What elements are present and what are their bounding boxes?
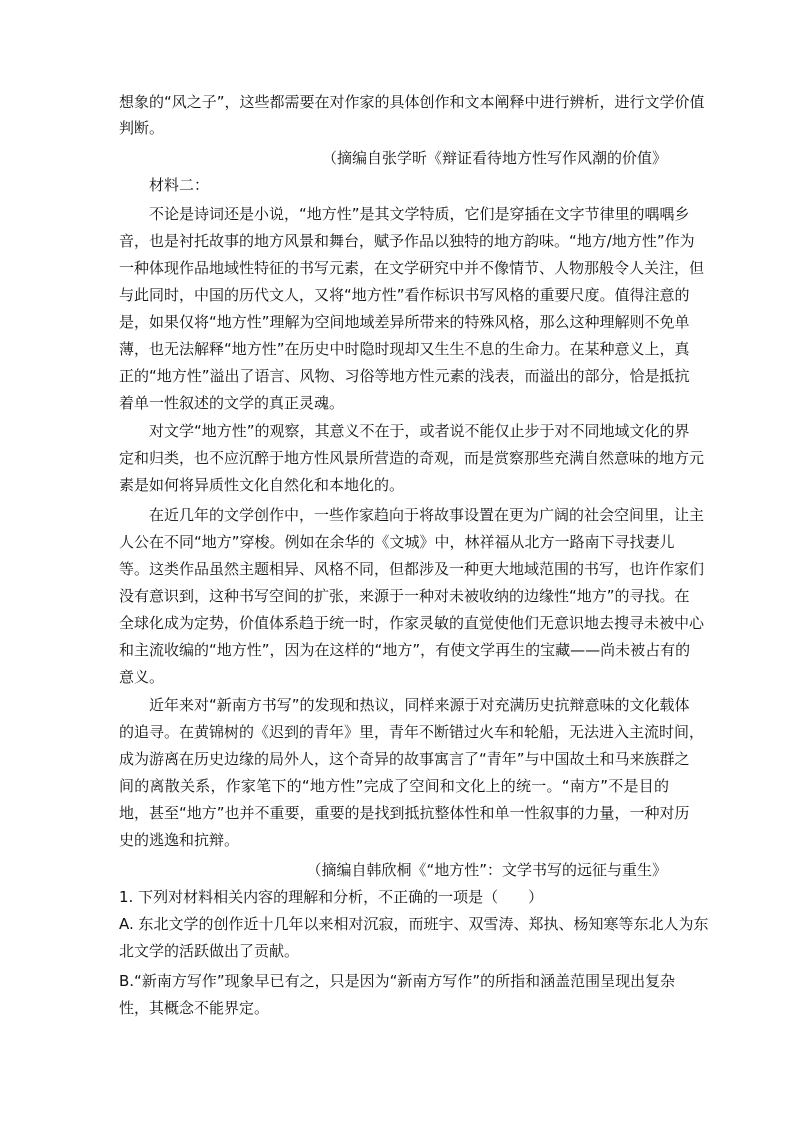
text-line: 意义。: [119, 668, 165, 686]
question-stem: 1. 下列对材料相关内容的理解和分析，不正确的一项是（ ）: [119, 888, 544, 906]
section-heading: 材料二：: [149, 176, 210, 194]
text-line: 薄，也无法解释“地方性”在历史中时隐时现却又生生不息的生命力。在某种意义上，真: [119, 340, 690, 358]
option-a-line: 北文学的活跃做出了贡献。: [119, 942, 300, 960]
text-line: 与此同时，中国的历代文人，又将“地方性”看作标识书写风格的重要尺度。值得注意的: [119, 286, 690, 304]
text-line: 一种体现作品地域性特征的书写元素，在文学研究中并不像情节、人物那般令人关注，但: [119, 259, 705, 277]
text-line: 想象的“风之子”，这些都需要在对作家的具体创作和文本阐释中进行辨析，进行文学价值: [119, 93, 705, 111]
text-line: 对文学“地方性”的观察，其意义不在于，或者说不能仅止步于对不同地域文化的界: [149, 422, 690, 440]
text-line: 史的逃逸和抗辩。: [119, 831, 240, 849]
text-line: 没有意识到，这种书写空间的扩张，来源于一种对未被收纳的边缘性“地方”的寻找。在: [119, 587, 690, 605]
text-line: 判断。: [119, 119, 165, 137]
text-line: 不论是诗词还是小说，“地方性”是其文学特质，它们是穿插在文字节律里的喁喁乡: [149, 205, 690, 223]
text-line: 正的“地方性”溢出了语言、风物、习俗等地方性元素的浅表，而溢出的部分，恰是抵抗: [119, 367, 690, 385]
text-line: 人公在不同“地方”穿梭。例如在余华的《文城》中，林祥福从北方一路南下寻找妻儿: [119, 533, 675, 551]
text-line: 全球化成为定势，价值体系趋于统一时，作家灵敏的直觉使他们无意识地去搜寻未被中心: [119, 614, 705, 632]
option-b-line: 性，其概念不能界定。: [119, 999, 270, 1017]
text-line: 和主流收编的“地方性”，因为在这样的“地方”，有使文学再生的宝藏——尚未被占有的: [119, 641, 691, 659]
text-line: 间的离散关系，作家笔下的“地方性”完成了空间和文化上的统一。“南方”不是目的: [119, 777, 669, 795]
text-line: 定和归类，也不应沉醉于地方性风景所营造的奇观，而是赏察那些充满自然意味的地方元: [119, 449, 705, 467]
option-b-line: B.“新南方写作”现象早已有之，只是因为“新南方写作”的所指和涵盖范围呈现出复杂: [119, 972, 676, 990]
text-line: 的追寻。在黄锦树的《迟到的青年》里，青年不断错过火车和轮船，无法进入主流时间，: [119, 723, 705, 741]
text-line: 音，也是衬托故事的地方风景和舞台，赋予作品以独特的地方韵味。“地方/地方性”作为: [119, 232, 695, 250]
text-line: 近年来对“新南方书写”的发现和热议，同样来源于对充满历史抗辩意味的文化载体: [149, 696, 690, 714]
text-line: 着单一性叙述的文学的真正灵魂。: [119, 394, 345, 412]
text-line: 在近几年的文学创作中，一些作家趋向于将故事设置在更为广阔的社会空间里，让主: [149, 506, 705, 524]
option-a-line: A. 东北文学的创作近十几年以来相对沉寂，而班宇、双雪涛、郑执、杨知寒等东北人为东: [119, 915, 709, 933]
text-line: 成为游离在历史边缘的局外人，这个奇异的故事寓言了“青年”与中国故土和马来族群之: [119, 750, 690, 768]
citation: （摘编自张学昕《辩证看待地方性写作风潮的价值》: [321, 149, 667, 167]
text-line: 素是如何将异质性文化自然化和本地化的。: [119, 476, 405, 494]
text-line: 是，如果仅将“地方性”理解为空间地域差异所带来的特殊风格，那么这种理解则不免单: [119, 313, 690, 331]
text-line: 等。这类作品虽然主题相异、风格不同，但都涉及一种更大地域范围的书写，也许作家们: [119, 560, 705, 578]
citation: （摘编自韩欣桐《“地方性”：文学书写的远征与重生》: [306, 861, 667, 879]
text-line: 地，甚至“地方”也并不重要，重要的是找到抵抗整体性和单一性叙事的力量，一种对历: [119, 804, 690, 822]
